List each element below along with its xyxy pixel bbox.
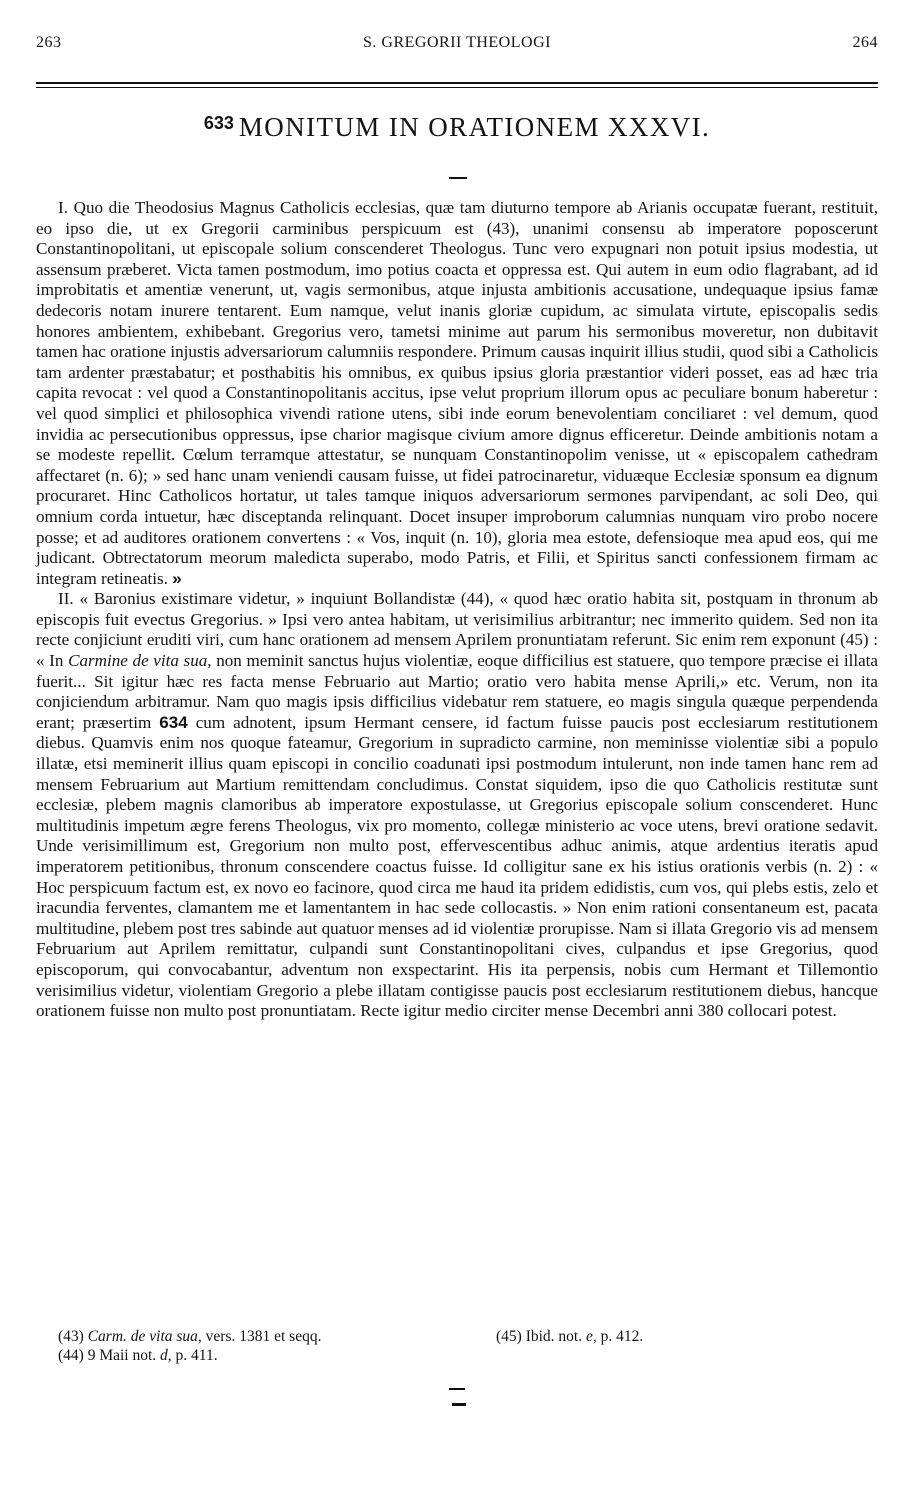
header-rule-thin (36, 87, 878, 88)
paragraph-2-text-c: cum adnotent, ipsum Hermant censere, id factum fuisse paucis post ecclesiarum restitutionem diebus. Quamvis enim nos quoque fateamur, Gregorium in supradicto carmine, non meminisse violentiæ sibi a populo illatæ, etsi meminerit illius quam episcopi in concilio coadunati ipsi postmodum intulerunt, non inde tamen hanc rem ad mensem Februarium aut Martium remittendam concludimus. Constat siquidem, ipso die quo Catholicis restitutæ sunt ecclesiæ, plebem magnis clamoribus ab imperatore expostulasse, ut Gregorius episcopale solium conscenderet. Hunc multitudinis impetum ægre ferens Theologus, vix pro momento, collegæ ministerio ac voce utens, brevi oratione sedavit. Unde verisimillimum est, Gregorium non multo post, effervescentibus adhuc animis, atque ardentius iteratis apud imperatorem petitionibus, thronum conscendere coactus fuisse. Id colligitur sane ex his istius orationis verbis (n. 2) : « Hoc perspicuum factum est, ex novo eo facinore, quod circa me haud ita pridem edidistis, cum vos, qui plebs estis, zelo et iracundia ferventes, clamantem me et lamentantem in hac sede collocastis. » Non enim rationi consentaneum est, pacata multitudine, plebem post tres sabinde aut quatuor menses ad id violentiæ prorupisse. Nam si illata Gregorio vis ad mensem Februarium aut Aprilem remittatur, culpandi sunt Constantinopolitani cives, culpandus et ipse Gregorius, quod episcoporum, qui convocabantur, adventum non exspectarint. His ita perpensis, nobis cum Hermant et Tillemontio verisimilius videtur, violentiam Gregorio a plebe illatam contigisse paucis post ecclesiarum restitutionem diebus, hancque orationem fuisse non multo post pronuntiatam. Recte igitur medio circiter mense Decembri anni 380 collocari potest. (36, 712, 878, 1021)
paragraph-1-text: Quo die Theodosius Magnus Catholicis ecclesias, quæ tam diuturno tempore ab Arianis occupatæ fuerant, restituit, eo ipso die, ut ex Gregorii carminibus perspicuum est (43), unanimi consensu ab imperatore poposcerunt Constantinopolitani, ut episcopale solium conscenderet Theologus. Tunc vero expugnari non potuit ipsius modestia, ut assensum præberet. Victa tamen postmodum, imo potius coacta et oppressa est. Qui autem in eum odio flagrabant, ad id improbitatis et amentiæ venerunt, ut, vagis sermonibus, atque injusta ambitionis accusatione, undequaque ipsius famæ dedecoris notam inurere tentarent. Eum namque, velut inanis gloriæ cupidum, ac simulata virtute, episcopalis sedis honores ambientem, exhibebant. Gregorius vero, tametsi minime aut parum his sermonibus moveretur, non dubitavit tamen hac oratione injustis adversariorum calumniis respondere. Primum causas inquirit illius studii, quod sibi a Catholicis tam ardenter præstabatur; et posthabitis his omnibus, ex quibus ipsius gloria præstantior videri posset, eas ad hæc tria capita revocat : vel quod a Constantinopolitanis accitus, ipse velut proprium illorum opus ac peculiare bonum haberetur : vel quod simplici et philosophica vivendi ratione utens, sibi inde eorum benevolentiam conciliaret : vel demum, quod invidia ac persecutionibus oppressus, ipse charior magisque civium amore dignus efficeretur. Deinde ambitionis notam a se modeste repellit. Cœlum terramque attestatur, se nunquam Constantinopolim venisse, ut « episcopalem cathedram affectaret (n. 6); » sed hanc unam veniendi causam fuisse, ut fidei patrocinaretur, viduæque Ecclesiæ sponsum ea dignum procuraret. Hinc Catholicos hortatur, ut tales tamque iniquos adversariorum sermones parvipendant, ac soli Deo, qui omnium corda intuetur, hæc disceptanda relinquant. Docet insuper improborum calumnias nunquam viro probo nocere posse; et ad auditores orationem convertens : « Vos, inquit (n. 10), gloria mea estote, defensioque mea apud eos, qui me judicant. Obtrectatorum meorum maledicta superabo, modo Patris, et Filii, et Spiritus sancti confessionem firmam ac integram retineatis. (36, 198, 878, 588)
footnote-45 (496, 1327, 643, 1346)
title-column-number: 633 (203, 113, 234, 133)
title-text: MONITUM IN ORATIONEM XXXVI. (238, 112, 711, 142)
footnotes-right-column (496, 1327, 643, 1346)
left-page-number: 263 (36, 34, 62, 51)
paragraph-2-text-b: non meminit sanctus hujus violentiæ, eoque difficilius est statuere, quo tempore præcise ei illata fuerit... Sit igitur hæc res facta mense Februario aut Martio; oratio vero habita mense Aprili,» etc. Verum, non ita conjiciendum arbitramur. Nam quo magis ipsis difficilius videbatur rem statuere, eo magis singula quæque perpendenda erant; præsertim (36, 651, 879, 732)
footnote-45-letter: e, (585, 1328, 597, 1345)
paragraph-2-title-citation: Carmine de vita sua, (68, 651, 212, 671)
title-separator (449, 177, 467, 179)
paragraph-2-number: II. (58, 589, 74, 609)
end-separator-mark (452, 1403, 466, 1406)
footnote-44-letter: d, (160, 1347, 172, 1364)
paragraph-1 (36, 198, 878, 589)
footnote-43-work: Carm. de vita sua, (87, 1328, 202, 1345)
footnote-45-number: (45) (496, 1328, 522, 1345)
footnote-44 (58, 1346, 321, 1365)
footnote-43-number: (43) (58, 1328, 84, 1345)
footnote-44-text-b: p. 411. (175, 1347, 218, 1364)
paragraph-1-number: I. (58, 198, 68, 217)
right-page-number: 264 (852, 34, 878, 51)
paragraph-1-end-mark: » (172, 568, 182, 588)
footnote-45-text-b: p. 412. (600, 1328, 644, 1345)
body-text (36, 198, 878, 1022)
paragraph-2 (36, 589, 878, 1021)
running-header (36, 34, 878, 56)
end-separator (449, 1388, 465, 1390)
running-title: S. GREGORII THEOLOGI (363, 34, 551, 51)
footnote-43 (58, 1327, 321, 1346)
footnote-44-text-a: 9 Maii not. (87, 1347, 157, 1364)
column-marker-634: 634 (159, 712, 188, 732)
footnotes-left-column (58, 1327, 321, 1365)
footnote-44-number: (44) (58, 1347, 84, 1364)
header-rule-thick (36, 82, 878, 84)
section-title (36, 112, 878, 143)
paragraph-2-text-a: « Baronius existimare videtur, » inquiunt Bollandistæ (44), « quod hæc oratio habita sit, postquam in thronum ab episcopis fuit evectus Gregorius. » Ipsi vero antea habitam, ut verisimilius arbitrantur; nec immerito quidem. Sed non ita recte conjiciunt eruditi viri, cum hanc orationem ad mensem Aprilem pronuntiatam referunt. Sic enim rem exponunt (45) : « In (36, 589, 878, 671)
footnote-43-text: vers. 1381 et seqq. (205, 1328, 322, 1345)
footnote-45-text-a: Ibid. not. (525, 1328, 583, 1345)
